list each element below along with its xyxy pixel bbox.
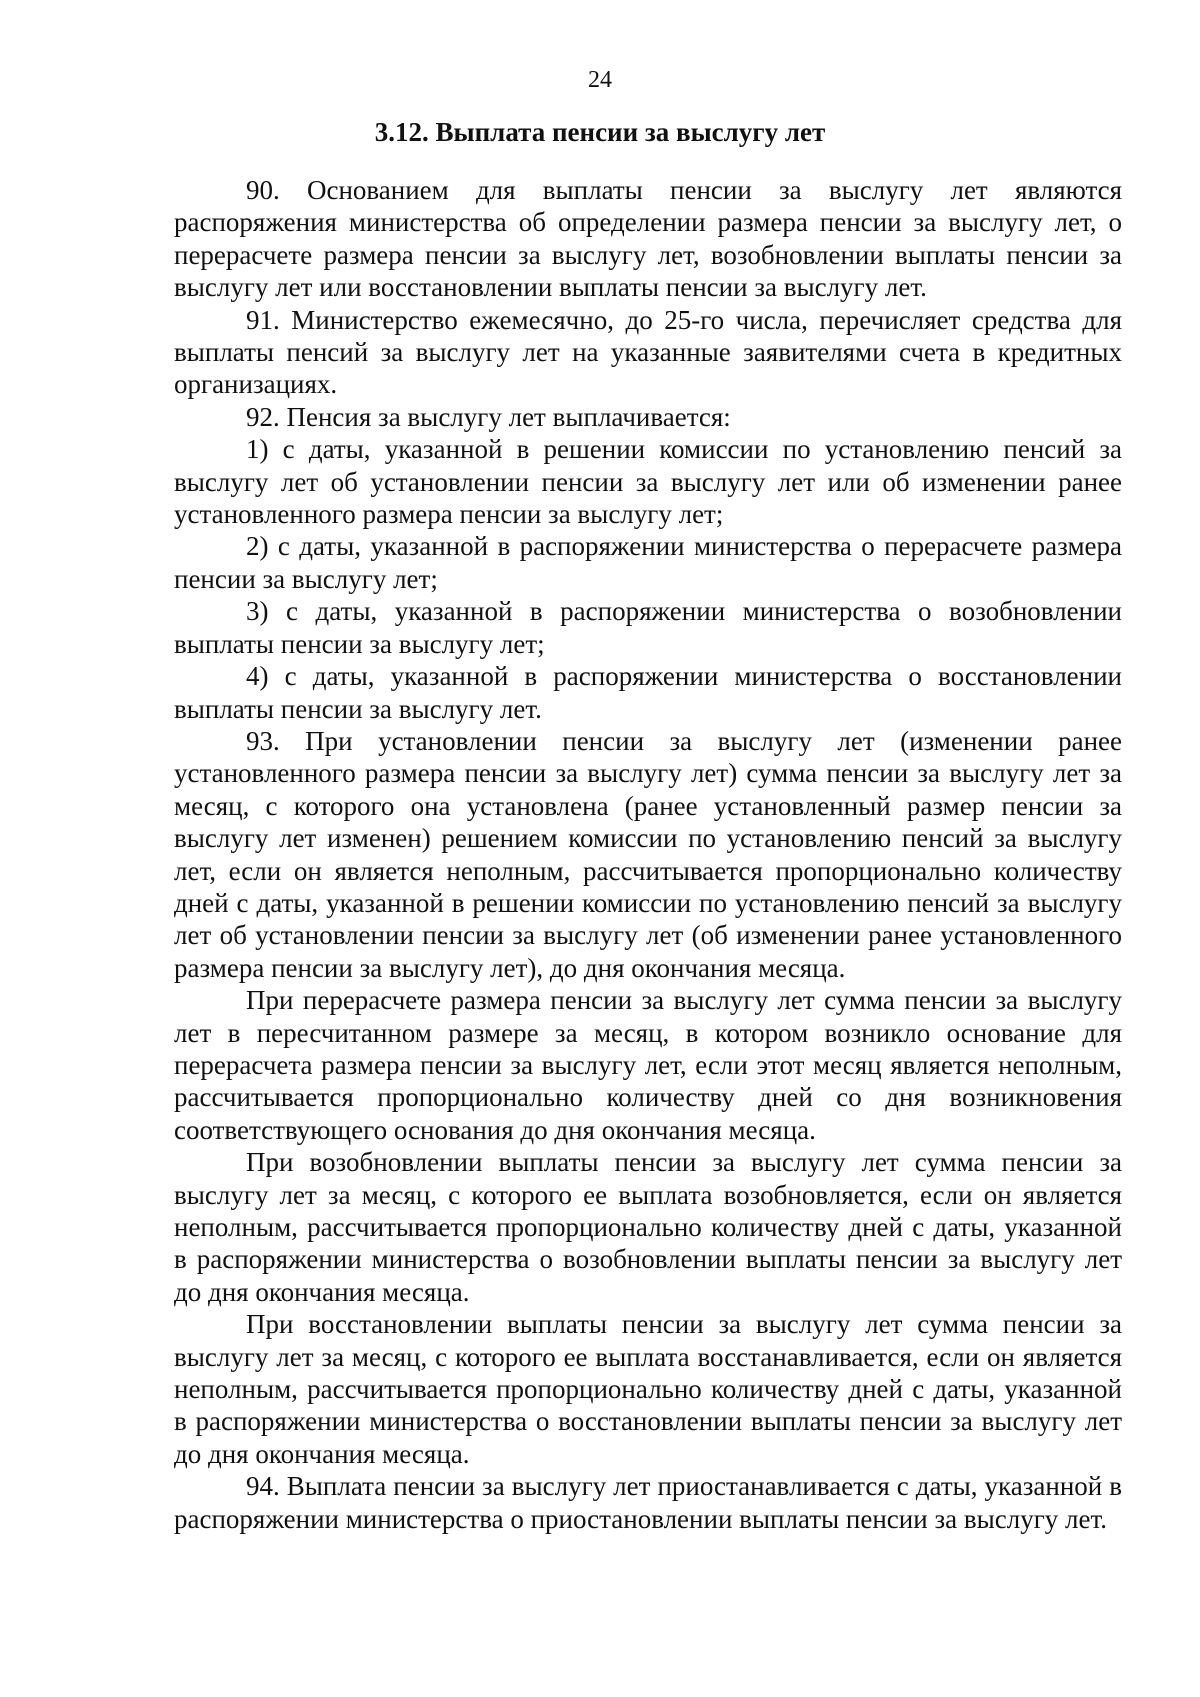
paragraph-93: 93. При установлении пенсии за выслугу лет (изменении ранее установленного размера пенсии за выслугу лет) сумма пенсии за выслугу лет за месяц, с которого она установлена (ранее установленный размер пенсии за выслугу лет изменен) решением комиссии по установлению пенсий за выслугу лет, если он является неполным, рассчитывается пропорционально количеству дней с даты, указанной в решении комиссии по установлению пенсий за выслугу лет об установлении пенсии за выслугу лет (об изменении ранее установленного размера пенсии за выслугу лет), до дня окончания месяца. <box>174 725 1122 983</box>
paragraph-91: 91. Министерство ежемесячно, до 25-го числа, перечисляет средства для выплаты пенсий за выслугу лет на указанные заявителями счета в кредитных организациях. <box>174 304 1122 400</box>
paragraph-resumption: При возобновлении выплаты пенсии за выслугу лет сумма пенсии за выслугу лет за месяц, с которого ее выплата возобновляется, если он является неполным, рассчитывается пропорционально количеству дней с даты, указанной в распоряжении министерства о возобновлении выплаты пенсии за выслугу лет до дня окончания месяца. <box>174 1147 1122 1307</box>
paragraph-92: 92. Пенсия за выслугу лет выплачивается: <box>246 401 731 432</box>
paragraph-recalculation: При перерасчете размера пенсии за выслугу лет сумма пенсии за выслугу лет в пересчитанном размере за месяц, в котором возникло основание для перерасчета размера пенсии за выслугу лет, если этот месяц является неполным, рассчитывается пропорционально количеству дней со дня возникновения соответствующего основания до дня окончания месяца. <box>174 985 1122 1145</box>
paragraph-90: 90. Основанием для выплаты пенсии за выслугу лет являются распоряжения министерства об определении размера пенсии за выслугу лет, о перерасчете размера пенсии за выслугу лет, возобновлении выплаты пенсии за выслугу лет или восстановлении выплаты пенсии за выслугу лет. <box>174 175 1122 303</box>
page-number: 24 <box>588 67 612 93</box>
section-title: 3.12. Выплата пенсии за выслугу лет <box>374 117 826 147</box>
list-item-2: 2) с даты, указанной в распоряжении министерства о перерасчете размера пенсии за выслугу лет; <box>174 531 1122 594</box>
list-item-4: 4) с даты, указанной в распоряжении министерства о восстановлении выплаты пенсии за выслугу лет. <box>174 661 1122 724</box>
paragraph-94: 94. Выплата пенсии за выслугу лет приостанавливается с даты, указанной в распоряжении министерства о приостановлении выплаты пенсии за выслугу лет. <box>174 1471 1122 1534</box>
list-item-1: 1) с даты, указанной в решении комиссии по установлению пенсий за выслугу лет об установлении пенсии за выслугу лет или об изменении ранее установленного размера пенсии за выслугу лет; <box>174 434 1122 530</box>
list-item-3: 3) с даты, указанной в распоряжении министерства о возобновлении выплаты пенсии за выслугу лет; <box>174 596 1122 659</box>
document-body <box>174 174 1122 1535</box>
paragraph-restoration: При восстановлении выплаты пенсии за выслугу лет сумма пенсии за выслугу лет за месяц, с которого ее выплата восстанавливается, если он является неполным, рассчитывается пропорционально количеству дней с даты, указанной в распоряжении министерства о восстановлении выплаты пенсии за выслугу лет до дня окончания месяца. <box>174 1309 1122 1469</box>
